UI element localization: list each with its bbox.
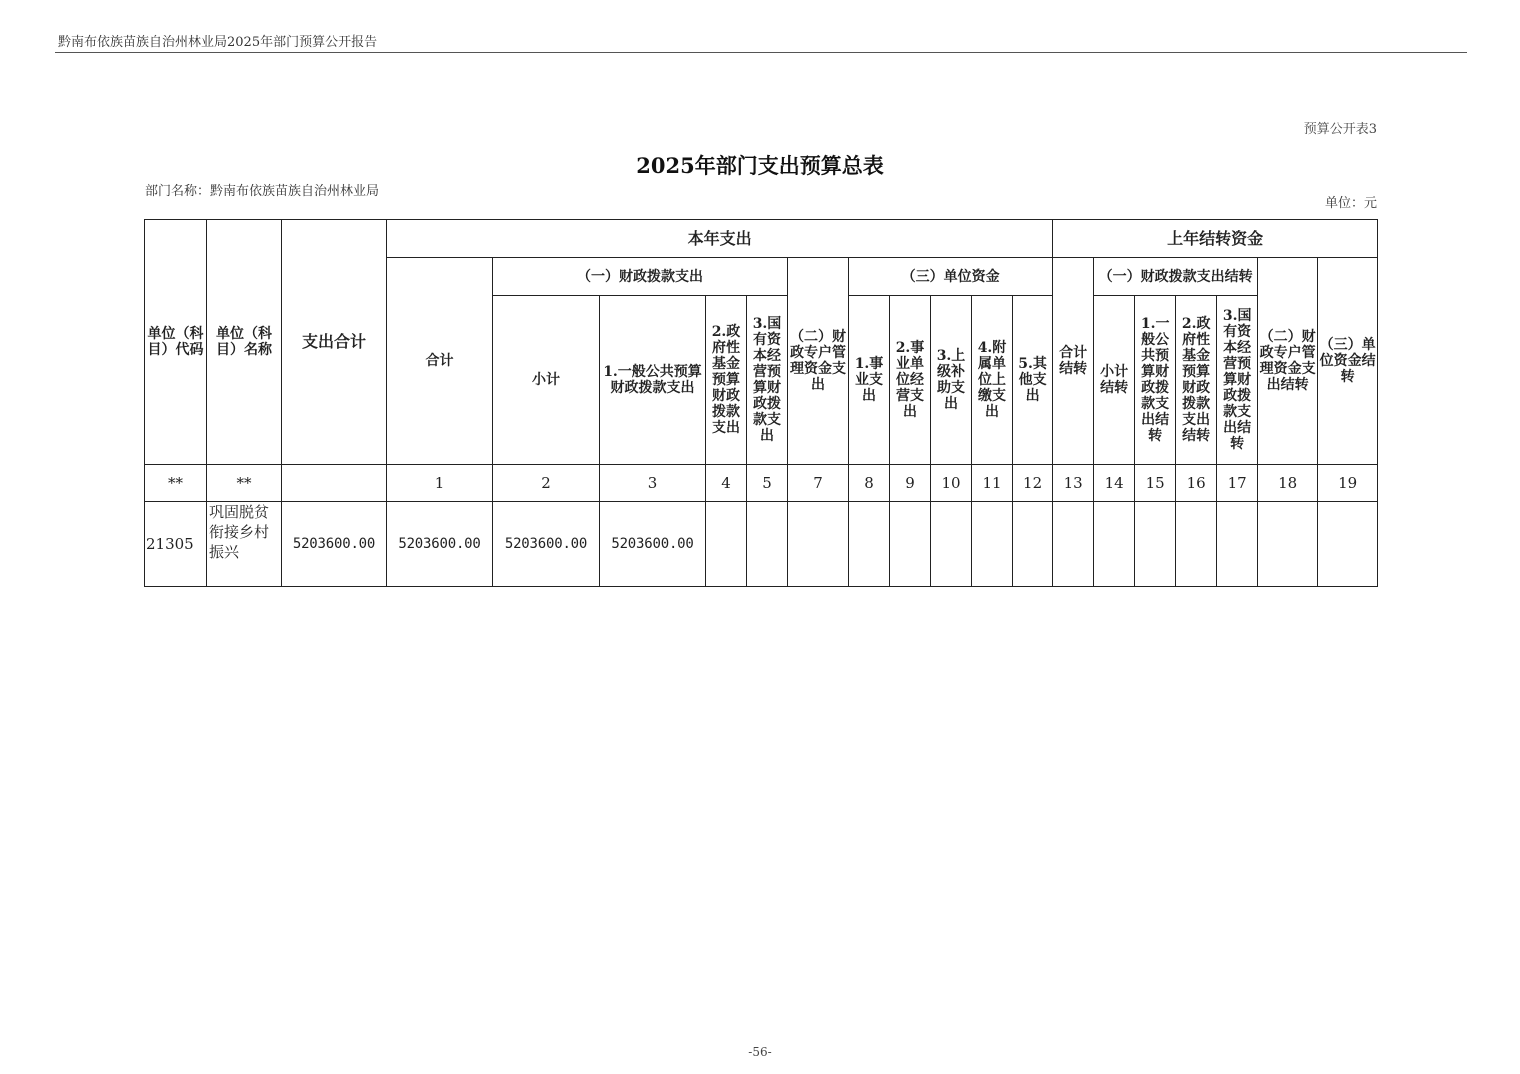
index-cell: 14	[1094, 465, 1135, 502]
empty-cell	[931, 502, 972, 587]
empty-cell	[1176, 502, 1217, 587]
header-cur-gov-fund: 2.政府性基金预算财政拨款支出	[706, 296, 747, 465]
index-cell: 16	[1176, 465, 1217, 502]
row-total: 5203600.00	[282, 502, 387, 587]
currency-unit: 单位：元	[1324, 196, 1377, 211]
index-cell: 15	[1135, 465, 1176, 502]
empty-cell	[1258, 502, 1318, 587]
index-cell: 4	[706, 465, 747, 502]
index-cell: 5	[747, 465, 788, 502]
empty-cell	[1217, 502, 1258, 587]
header-unit-name: 单位（科目）名称	[207, 220, 282, 465]
index-cell: 17	[1217, 465, 1258, 502]
report-header-title: 黔南布依族苗族自治州林业局2025年部门预算公开报告	[58, 35, 378, 50]
header-co-fiscal: （一）财政拨款支出结转	[1094, 258, 1258, 296]
budget-table	[144, 219, 1378, 587]
index-cell: 18	[1258, 465, 1318, 502]
empty-cell	[1094, 502, 1135, 587]
header-cur-subsidy: 3.上级补助支出	[931, 296, 972, 465]
empty-cell	[1318, 502, 1378, 587]
row-cur-total: 5203600.00	[387, 502, 493, 587]
header-total: 支出合计	[282, 220, 387, 465]
header-cur-subtotal: 小计	[493, 296, 600, 465]
empty-cell	[747, 502, 788, 587]
index-cell: 1	[387, 465, 493, 502]
index-cell: 2	[493, 465, 600, 502]
index-cell: 8	[849, 465, 890, 502]
header-current-year: 本年支出	[387, 220, 1053, 258]
empty-cell	[706, 502, 747, 587]
index-cell: 12	[1013, 465, 1053, 502]
row-cur-general: 5203600.00	[600, 502, 706, 587]
header-co-general: 1.一般公共预算财政拨款支出结转	[1135, 296, 1176, 465]
header-divider	[55, 52, 1467, 53]
header-cur-operation: 2.事业单位经营支出	[890, 296, 931, 465]
index-cell: **	[145, 465, 207, 502]
empty-cell	[1053, 502, 1094, 587]
header-cur-business: 1.事业支出	[849, 296, 890, 465]
page-number: -56-	[748, 1045, 772, 1059]
header-cur-fiscal: （一）财政拨款支出	[493, 258, 788, 296]
header-cur-other: 5.其他支出	[1013, 296, 1053, 465]
index-cell: 11	[972, 465, 1013, 502]
empty-cell	[890, 502, 931, 587]
header-cur-special: （二）财政专户管理资金支出	[788, 258, 849, 465]
header-co-unit-funds: （三）单位资金结转	[1318, 258, 1378, 465]
index-cell: 19	[1318, 465, 1378, 502]
header-cur-affiliate: 4.附属单位上缴支出	[972, 296, 1013, 465]
table-number: 预算公开表3	[1303, 122, 1377, 137]
index-cell: 13	[1053, 465, 1094, 502]
empty-cell	[1013, 502, 1053, 587]
row-cur-subtotal: 5203600.00	[493, 502, 600, 587]
empty-cell	[849, 502, 890, 587]
header-cur-unit-funds: （三）单位资金	[849, 258, 1053, 296]
row-code: 21305	[145, 502, 207, 587]
index-cell: 3	[600, 465, 706, 502]
row-name: 巩固脱贫衔接乡村振兴	[207, 502, 282, 587]
header-carryover: 上年结转资金	[1053, 220, 1378, 258]
index-cell: 10	[931, 465, 972, 502]
empty-cell	[972, 502, 1013, 587]
index-cell	[282, 465, 387, 502]
header-co-total: 合计结转	[1053, 258, 1094, 465]
header-cur-total: 合计	[387, 258, 493, 465]
header-co-gov-fund: 2.政府性基金预算财政拨款支出结转	[1176, 296, 1217, 465]
index-cell: 7	[788, 465, 849, 502]
header-cur-general: 1.一般公共预算财政拨款支出	[600, 296, 706, 465]
department-name: 部门名称：黔南布依族苗族自治州林业局	[145, 184, 380, 199]
page-title: 2025年部门支出预算总表	[636, 153, 884, 178]
table-row	[145, 502, 1378, 587]
header-unit-code: 单位（科目）代码	[145, 220, 207, 465]
header-co-state-capital: 3.国有资本经营预算财政拨款支出结转	[1217, 296, 1258, 465]
header-co-special: （二）财政专户管理资金支出结转	[1258, 258, 1318, 465]
empty-cell	[1135, 502, 1176, 587]
index-cell: **	[207, 465, 282, 502]
index-row	[145, 465, 1378, 502]
index-cell: 9	[890, 465, 931, 502]
header-cur-state-capital: 3.国有资本经营预算财政拨款支出	[747, 296, 788, 465]
empty-cell	[788, 502, 849, 587]
header-co-subtotal: 小计结转	[1094, 296, 1135, 465]
